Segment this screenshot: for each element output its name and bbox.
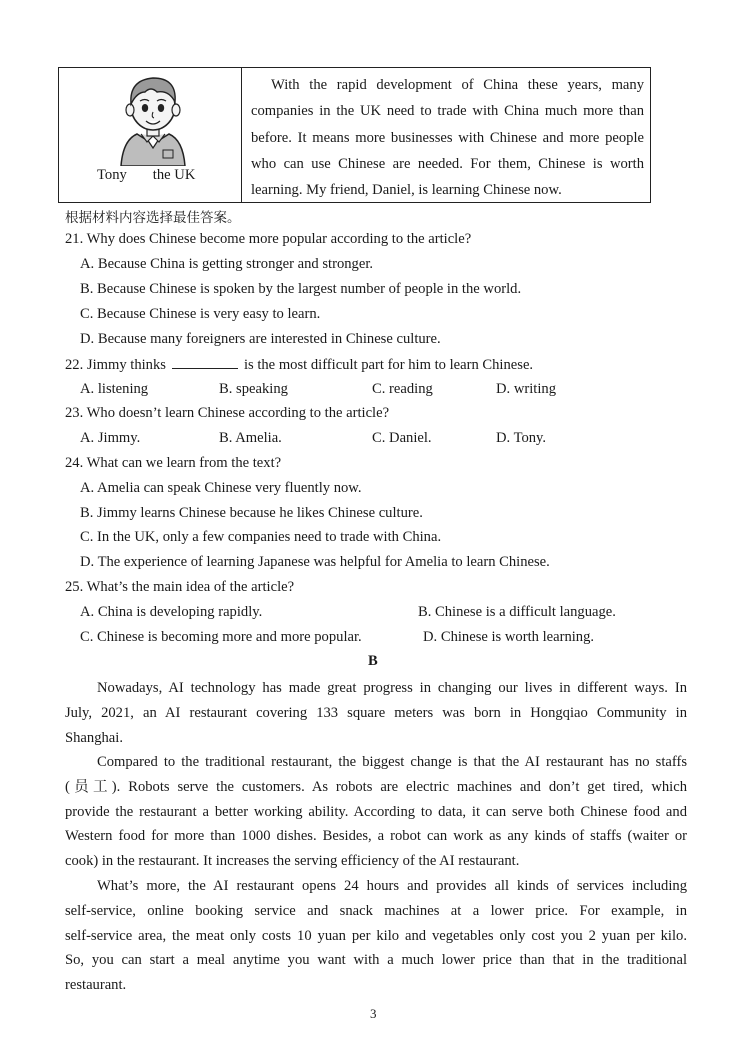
q22-option-a: A. listening [80,381,149,397]
tony-line: companies in the UK need to trade with China much more than [251,103,644,120]
tony-caption [97,167,195,184]
passage-b-paragraph-3 [65,874,687,998]
tony-line: With the rapid development of China these years, many [271,77,644,93]
q21-option-a: A. Because China is getting stronger and stronger. [80,256,374,272]
q24-option-d: D. The experience of learning Japanese was helpful for Amelia to learn Chinese. [80,554,550,570]
box-divider [241,68,242,202]
question-22 [65,356,533,374]
passage-line: Compared to the traditional restaurant, the biggest change is that the AI restaurant has no staffs [97,754,687,770]
passage-b-paragraph-1 [65,676,687,750]
q23-option-d: D. Tony. [496,430,547,446]
passage-line: provide the restaurant a better working ability. According to data, it can serve both Chinese food and [65,803,687,820]
q25-option-a: A. China is developing rapidly. [80,604,263,620]
passage-line: What’s more, the AI restaurant opens 24 hours and provides all kinds of services including [97,878,687,894]
passage-line: (员工). Robots serve the customers. As robots are electric machines and don’t get tired, which [65,778,687,795]
passage-line: Nowadays, AI technology has made great progress in changing our lives in different ways. In [97,680,687,696]
tony-paragraph [251,72,644,203]
q22-option-b: B. speaking [219,381,288,397]
q21-option-d: D. Because many foreigners are interested in Chinese culture. [80,331,441,347]
q23-option-c: C. Daniel. [372,430,432,446]
q23-option-b: B. Amelia. [219,430,282,446]
tony-line: who can use Chinese are needed. For them, Chinese is worth [251,155,644,172]
passage-line: So, you can start a meal anytime you want with a much lower price than that in the traditional [65,952,687,969]
passage-line: Shanghai. [65,729,123,746]
q22-stem-before: 22. Jimmy thinks [65,357,166,373]
tony-line: before. It means more businesses with Chinese and more people [251,129,644,146]
passage-line: self-service, online booking service and snack machines at a lower price. For example, in [65,902,687,919]
passage-line: Western food for more than 1000 dishes. Besides, a robot can work as any kinds of staffs (waiter or [65,828,687,845]
passage-line: cook) in the restaurant. It increases the serving efficiency of the AI restaurant. [65,853,520,870]
tony-line: learning. My friend, Daniel, is learning Chinese now. [251,182,562,199]
q22-stem-after: is the most difficult part for him to learn Chinese. [243,357,534,373]
page-number: 3 [370,1006,377,1021]
caption-place: the UK [152,167,196,183]
q25-option-c: C. Chinese is becoming more and more popular. [80,629,362,645]
q25-option-b: B. Chinese is a difficult language. [418,604,616,620]
q24-option-c: C. In the UK, only a few companies need to trade with China. [80,529,442,545]
q22-option-d: D. writing [496,381,556,397]
q21-option-b: B. Because Chinese is spoken by the largest number of people in the world. [80,281,522,297]
answer-blank [172,356,238,369]
q22-option-c: C. reading [372,381,433,397]
q25-option-d: D. Chinese is worth learning. [423,629,595,645]
q21-option-c: C. Because Chinese is very easy to learn. [80,306,321,322]
question-23: 23. Who doesn’t learn Chinese according to the article? [65,405,390,421]
passage-line: July, 2021, an AI restaurant covering 133 square meters was born in Hongqiao Community in [65,704,687,721]
caption-name: Tony [97,167,127,183]
instruction: 根据材料内容选择最佳答案。 [65,210,241,226]
q24-option-b: B. Jimmy learns Chinese because he likes Chinese culture. [80,505,423,521]
question-25: 25. What’s the main idea of the article? [65,579,295,595]
passage-b-paragraph-2 [65,750,687,874]
q24-option-a: A. Amelia can speak Chinese very fluently now. [80,480,362,496]
passage-line: self-service area, the meat only costs 10 yuan per kilo and vegetables only cost you 2 yuan per kilo. [65,927,687,944]
passage-line: restaurant. [65,977,127,994]
question-21: 21. Why does Chinese become more popular according to the article? [65,231,472,247]
tony-info-box [58,67,651,203]
question-24: 24. What can we learn from the text? [65,455,282,471]
boy-illustration [107,70,199,166]
q23-option-a: A. Jimmy. [80,430,141,446]
section-b-heading: B [368,653,378,669]
